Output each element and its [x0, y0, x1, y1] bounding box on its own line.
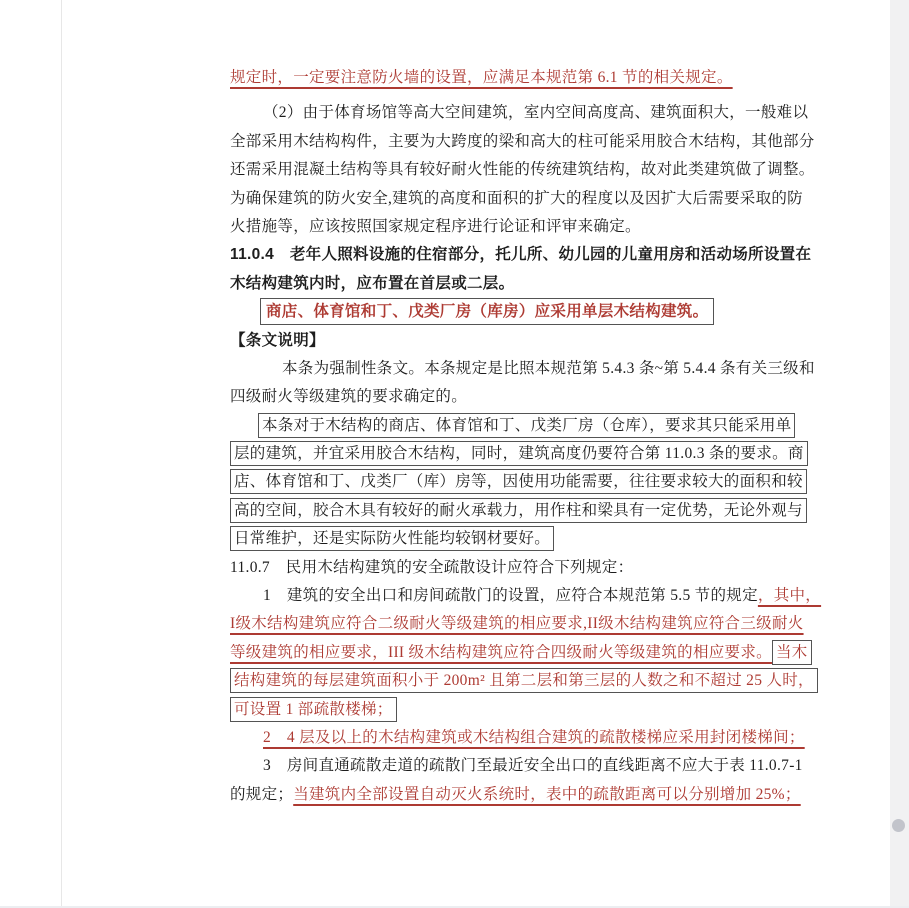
- text-line: [230, 610, 806, 638]
- text-line: [230, 327, 806, 355]
- text-segment: 店、体育馆和丁、戊类厂（库）房等，因使用功能需要，往往要求较大的面积和较: [230, 469, 807, 494]
- text-segment: 规定时，一定要注意防火墙的设置，应满足本规范第 6.1 节的相关规定。: [230, 69, 733, 86]
- text-segment: 2 4 层及以上的木结构建筑或木结构组合建筑的疏散楼梯应采用封闭楼梯间；: [263, 728, 805, 746]
- text-line: [230, 752, 806, 780]
- text-segment: 1 建筑的安全出口和房间疏散门的设置，应符合本规范第 5.5 节的规定: [263, 587, 758, 605]
- text-segment: 11.0.7 民用木结构建筑的安全疏散设计应符合下列规定：: [230, 558, 634, 576]
- text-block: [230, 241, 812, 298]
- document-content: [230, 64, 822, 809]
- text-line: [230, 185, 806, 213]
- scrollbar-thumb-dot[interactable]: [892, 819, 905, 832]
- text-line: [230, 412, 806, 440]
- text-block: [230, 554, 806, 582]
- text-line: [230, 298, 806, 326]
- text-segment: 的规定；: [230, 785, 294, 803]
- text-segment: 本条对于木结构的商店、体育馆和丁、戊类厂房（仓库），要求其只能采用单: [258, 413, 795, 438]
- text-line: [230, 497, 806, 525]
- text-line: [230, 99, 809, 127]
- text-segment: 木结构建筑内时，应布置在首层或二层。: [230, 274, 515, 292]
- text-line: [230, 582, 822, 610]
- text-segment: （2）由于体育场馆等高大空间建筑，室内空间高度高、建筑面积大，一般难以: [263, 104, 809, 122]
- text-segment: 当建筑内全部设置自动灭火系统时，表中的疏散距离可以分别增加 25%；: [293, 785, 801, 803]
- text-block: [230, 582, 822, 724]
- document-page: [61, 0, 891, 908]
- text-segment: 高的空间，胶合木具有较好的耐火承载力，用作柱和梁具有一定优势，无论外观与: [230, 498, 807, 523]
- text-segment: 本条为强制性条文。本条规定是比照本规范第 5.4.3 条~第 5.4.4 条有关三级和: [282, 359, 815, 377]
- text-segment: 还需采用混凝土结构等具有较好耐火性能的传统建筑结构，故对此类建筑做了调整。: [230, 161, 815, 179]
- text-block: [230, 327, 806, 355]
- text-segment: 当木: [772, 640, 812, 665]
- text-line: [230, 696, 806, 724]
- text-line: [230, 639, 806, 667]
- text-line: [230, 128, 815, 156]
- text-segment: 【条文说明】: [230, 331, 325, 349]
- text-block: [230, 64, 806, 92]
- text-line: [230, 213, 806, 241]
- text-segment: 四级耐火等级建筑的要求确定的。: [230, 388, 468, 406]
- text-line: [230, 156, 815, 184]
- text-line: [230, 383, 806, 411]
- text-segment: 11.0.4 老年人照料设施的住宿部分，托儿所、幼儿园的儿童用房和活动场所设置在: [230, 246, 812, 264]
- text-block: [230, 355, 815, 412]
- text-line: [230, 241, 812, 269]
- text-segment: ，其中，: [757, 587, 822, 605]
- text-line: [230, 270, 806, 298]
- text-segment: 层的建筑，并宜采用胶合木结构，同时，建筑高度仍要符合第 11.0.3 条的要求。商: [230, 441, 808, 466]
- text-segment: 可设置 1 部疏散楼梯；: [230, 697, 397, 722]
- text-segment: 火措施等，应该按照国家规定程序进行论证和评审来确定。: [230, 217, 641, 235]
- text-segment: 结构建筑的每层建筑面积小于 200m² 且第二层和第三层的人数之和不超过 25 人时，: [230, 668, 818, 693]
- text-segment: I级木结构建筑应符合二级耐火等级建筑的相应要求,II级木结构建筑应符合三级耐火: [230, 615, 804, 633]
- text-line: [230, 525, 806, 553]
- text-block: [230, 752, 806, 809]
- text-segment: 3 房间直通疏散走道的疏散门至最近安全出口的直线距离不应大于表 11.0.7-1: [263, 757, 803, 775]
- text-line: [230, 554, 806, 582]
- scrollbar-track[interactable]: [890, 0, 909, 908]
- text-line: [230, 724, 806, 752]
- text-line: [230, 355, 815, 383]
- text-block: [230, 298, 806, 326]
- text-block: [230, 724, 806, 752]
- text-block: [230, 99, 815, 241]
- text-line: [230, 468, 806, 496]
- text-block: [230, 412, 806, 554]
- text-segment: 日常维护，还是实际防火性能均较钢材要好。: [230, 526, 554, 551]
- text-line: [230, 781, 806, 809]
- text-line: [230, 667, 814, 695]
- text-segment: 全部采用木结构构件，主要为大跨度的梁和高大的柱可能采用胶合木结构，其他部分: [230, 132, 815, 150]
- text-line: [230, 440, 806, 468]
- text-segment: 为确保建筑的防火安全,建筑的高度和面积的扩大的程度以及因扩大后需要采取的防: [230, 189, 803, 207]
- text-line: [230, 64, 806, 92]
- mandatory-clause-box: 商店、体育馆和丁、戊类厂房（库房）应采用单层木结构建筑。: [260, 298, 714, 325]
- text-segment: 等级建筑的相应要求，III 级木结构建筑应符合四级耐火等级建筑的相应要求。: [230, 643, 772, 661]
